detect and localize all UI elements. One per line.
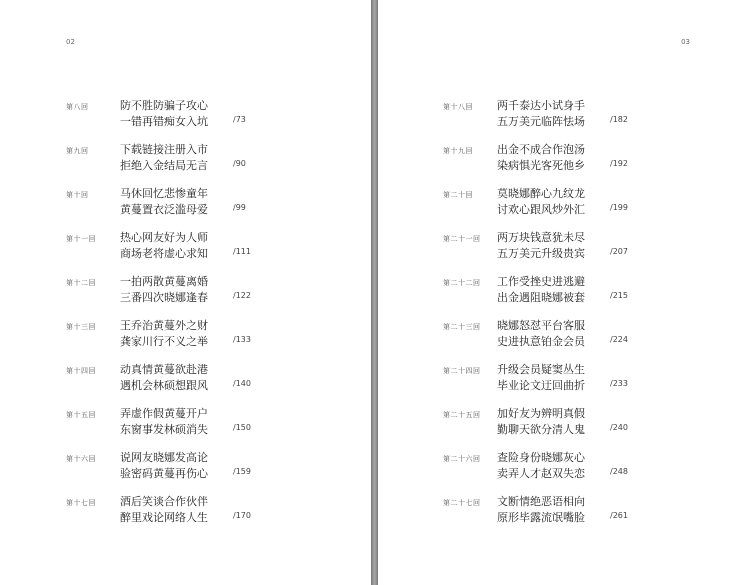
chapter-number: 第二十七回: [443, 499, 481, 507]
chapter-title: [120, 230, 208, 262]
chapter-title-line2: 原形毕露流氓嘴脸: [497, 511, 585, 524]
chapter-page-number: /240: [610, 423, 628, 432]
chapter-number: 第二十一回: [443, 235, 481, 243]
chapter-title: [120, 142, 208, 174]
chapter-title: [120, 98, 208, 130]
chapter-page-number: /215: [610, 291, 628, 300]
chapter-page-number: /261: [610, 511, 628, 520]
chapter-title: [120, 186, 208, 218]
chapter-title-line2: 商场老将虚心求知: [120, 247, 208, 260]
chapter-number: 第十七回: [66, 499, 96, 507]
chapter-title: [120, 318, 208, 350]
chapter-page-number: /199: [610, 203, 628, 212]
chapter-title-line1: 工作受挫史进逃避: [497, 275, 585, 288]
chapter-title-line1: 出金不成合作泡汤: [497, 143, 585, 156]
chapter-title: [497, 362, 585, 394]
chapter-title: [497, 406, 585, 438]
chapter-title-line1: 说网友晓娜发高论: [120, 451, 208, 464]
chapter-title-line1: 下载链接注册入市: [120, 143, 208, 156]
chapter-number: 第二十四回: [443, 367, 481, 375]
chapter-title: [497, 230, 585, 262]
chapter-title-line2: 三番四次晓娜逢春: [120, 291, 208, 304]
page-number: 02: [66, 38, 75, 46]
chapter-title-line2: 染病惧光客死他乡: [497, 159, 585, 172]
chapter-page-number: /111: [233, 247, 251, 256]
chapter-page-number: /170: [233, 511, 251, 520]
chapter-title-line1: 防不胜防骗子攻心: [120, 99, 208, 112]
chapter-title-line2: 出金遇阻晓娜被套: [497, 291, 585, 304]
chapter-page-number: /224: [610, 335, 628, 344]
chapter-title: [120, 406, 208, 438]
chapter-title: [497, 318, 585, 350]
chapter-number: 第二十六回: [443, 455, 481, 463]
chapter-page-number: /150: [233, 423, 251, 432]
chapter-title: [120, 274, 208, 306]
chapter-title: [120, 362, 208, 394]
chapter-number: 第二十五回: [443, 411, 481, 419]
chapter-title-line1: 晓娜怒怼平台客服: [497, 319, 585, 332]
chapter-title-line1: 一拍两散黄蔓离婚: [120, 275, 208, 288]
chapter-title-line2: 五万美元升级贵宾: [497, 247, 585, 260]
chapter-number: 第二十二回: [443, 279, 481, 287]
chapter-number: 第二十回: [443, 191, 473, 199]
chapter-title-line2: 一错再错痴女入坑: [120, 115, 208, 128]
chapter-page-number: /233: [610, 379, 628, 388]
chapter-title-line1: 动真情黄蔓欲赴港: [120, 363, 208, 376]
chapter-title-line1: 文断情绝恶语相向: [497, 495, 585, 508]
chapter-number: 第九回: [66, 147, 89, 155]
chapter-title-line1: 酒后笑谈合作伙伴: [120, 495, 208, 508]
chapter-number: 第十二回: [66, 279, 96, 287]
chapter-title-line2: 卖弄人才赵双失恋: [497, 467, 585, 480]
chapter-title: [120, 494, 208, 526]
chapter-page-number: /182: [610, 115, 628, 124]
chapter-title-line2: 史进执意铂金会员: [497, 335, 585, 348]
chapter-title: [497, 274, 585, 306]
chapter-title-line2: 黄蔓置衣泛滥母爱: [120, 203, 208, 216]
chapter-title: [120, 450, 208, 482]
chapter-title-line2: 五万美元临阵怯场: [497, 115, 585, 128]
chapter-number: 第十回: [66, 191, 89, 199]
chapter-title: [497, 98, 585, 130]
chapter-page-number: /192: [610, 159, 628, 168]
chapter-number: 第二十三回: [443, 323, 481, 331]
chapter-title-line1: 莫晓娜醉心九纹龙: [497, 187, 585, 200]
chapter-page-number: /133: [233, 335, 251, 344]
chapter-title-line2: 醉里戏论网络人生: [120, 511, 208, 524]
chapter-title-line1: 升级会员疑窦丛生: [497, 363, 585, 376]
chapter-number: 第十三回: [66, 323, 96, 331]
chapter-page-number: /99: [233, 203, 246, 212]
chapter-title-line1: 两万块钱意犹未尽: [497, 231, 585, 244]
chapter-page-number: /73: [233, 115, 246, 124]
chapter-page-number: /207: [610, 247, 628, 256]
chapter-page-number: /140: [233, 379, 251, 388]
chapter-title-line2: 勤聊天欲分清人鬼: [497, 423, 585, 436]
chapter-title: [497, 450, 585, 482]
chapter-number: 第十五回: [66, 411, 96, 419]
chapter-title-line2: 讨欢心跟风炒外汇: [497, 203, 585, 216]
page-number: 03: [681, 38, 690, 46]
chapter-number: 第十六回: [66, 455, 96, 463]
chapter-title-line2: 遇机会林硕想跟风: [120, 379, 208, 392]
chapter-title-line1: 王乔治黄蔓外之财: [120, 319, 208, 332]
left-page: [0, 0, 371, 585]
chapter-page-number: /248: [610, 467, 628, 476]
chapter-number: 第十四回: [66, 367, 96, 375]
chapter-page-number: /159: [233, 467, 251, 476]
chapter-number: 第十八回: [443, 103, 473, 111]
chapter-title-line1: 热心网友好为人师: [120, 231, 208, 244]
right-page: [378, 0, 750, 585]
chapter-number: 第八回: [66, 103, 89, 111]
chapter-number: 第十一回: [66, 235, 96, 243]
chapter-title-line1: 弄虚作假黄蔓开户: [120, 407, 208, 420]
chapter-title-line2: 龚家川行不义之举: [120, 335, 208, 348]
chapter-title: [497, 494, 585, 526]
chapter-title-line1: 两千泰达小试身手: [497, 99, 585, 112]
chapter-page-number: /122: [233, 291, 251, 300]
chapter-page-number: /90: [233, 159, 246, 168]
chapter-title: [497, 186, 585, 218]
chapter-title-line1: 马休回忆悲惨童年: [120, 187, 208, 200]
chapter-title: [497, 142, 585, 174]
chapter-title-line2: 验密码黄蔓再伤心: [120, 467, 208, 480]
chapter-title-line1: 加好友为辨明真假: [497, 407, 585, 420]
chapter-title-line1: 查险身份晓娜灰心: [497, 451, 585, 464]
chapter-number: 第十九回: [443, 147, 473, 155]
book-gutter: [371, 0, 378, 585]
chapter-title-line2: 东窗事发林硕消失: [120, 423, 208, 436]
chapter-title-line2: 拒绝入金结局无言: [120, 159, 208, 172]
chapter-title-line2: 毕业论文迂回曲折: [497, 379, 585, 392]
